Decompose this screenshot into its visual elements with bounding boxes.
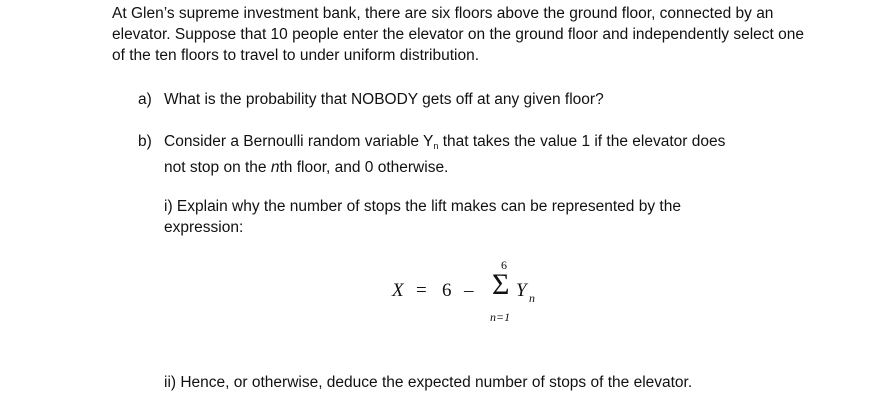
sub-question-ii: ii) Hence, or otherwise, deduce the expected number of stops of the elevator. [164,374,693,391]
question-b-label: b) [138,133,152,150]
question-b-subscript: n [433,141,439,151]
question-b-text-4: th floor, and 0 otherwise. [279,159,449,176]
formula-six: 6 [442,280,452,301]
question-a-label: a) [138,91,152,108]
question-b-text-1: Consider a Bernoulli random variable Y [164,133,434,150]
question-b-italic-n: n [270,159,280,176]
formula-y-subscript: n [529,291,535,305]
formula-y: Y [516,280,527,301]
question-b-text-2: that takes the value 1 if the elevator does [438,133,726,150]
formula-upper-limit: 6 [501,258,507,272]
question-b-text [164,131,725,178]
formula-lhs: X [392,280,404,301]
formula-sigma: Σ [492,268,510,301]
formula-equals: = [416,280,427,301]
stops-formula [392,258,572,330]
problem-intro: At Glen’s supreme investment bank, there are six floors above the ground floor, connected by an elevator. Suppose that 10 people enter the elevator on the ground floor and independently select one of the ten floors to travel to under uniform distribution. [112,5,804,64]
question-a-text: What is the probability that NOBODY gets off at any given floor? [164,91,604,108]
formula-lower-limit: n=1 [490,310,511,324]
formula-minus: – [464,280,474,301]
sub-question-i: i) Explain why the number of stops the lift makes can be represented by the expression: [164,198,681,236]
question-b-text-3: not stop on the [164,159,271,176]
